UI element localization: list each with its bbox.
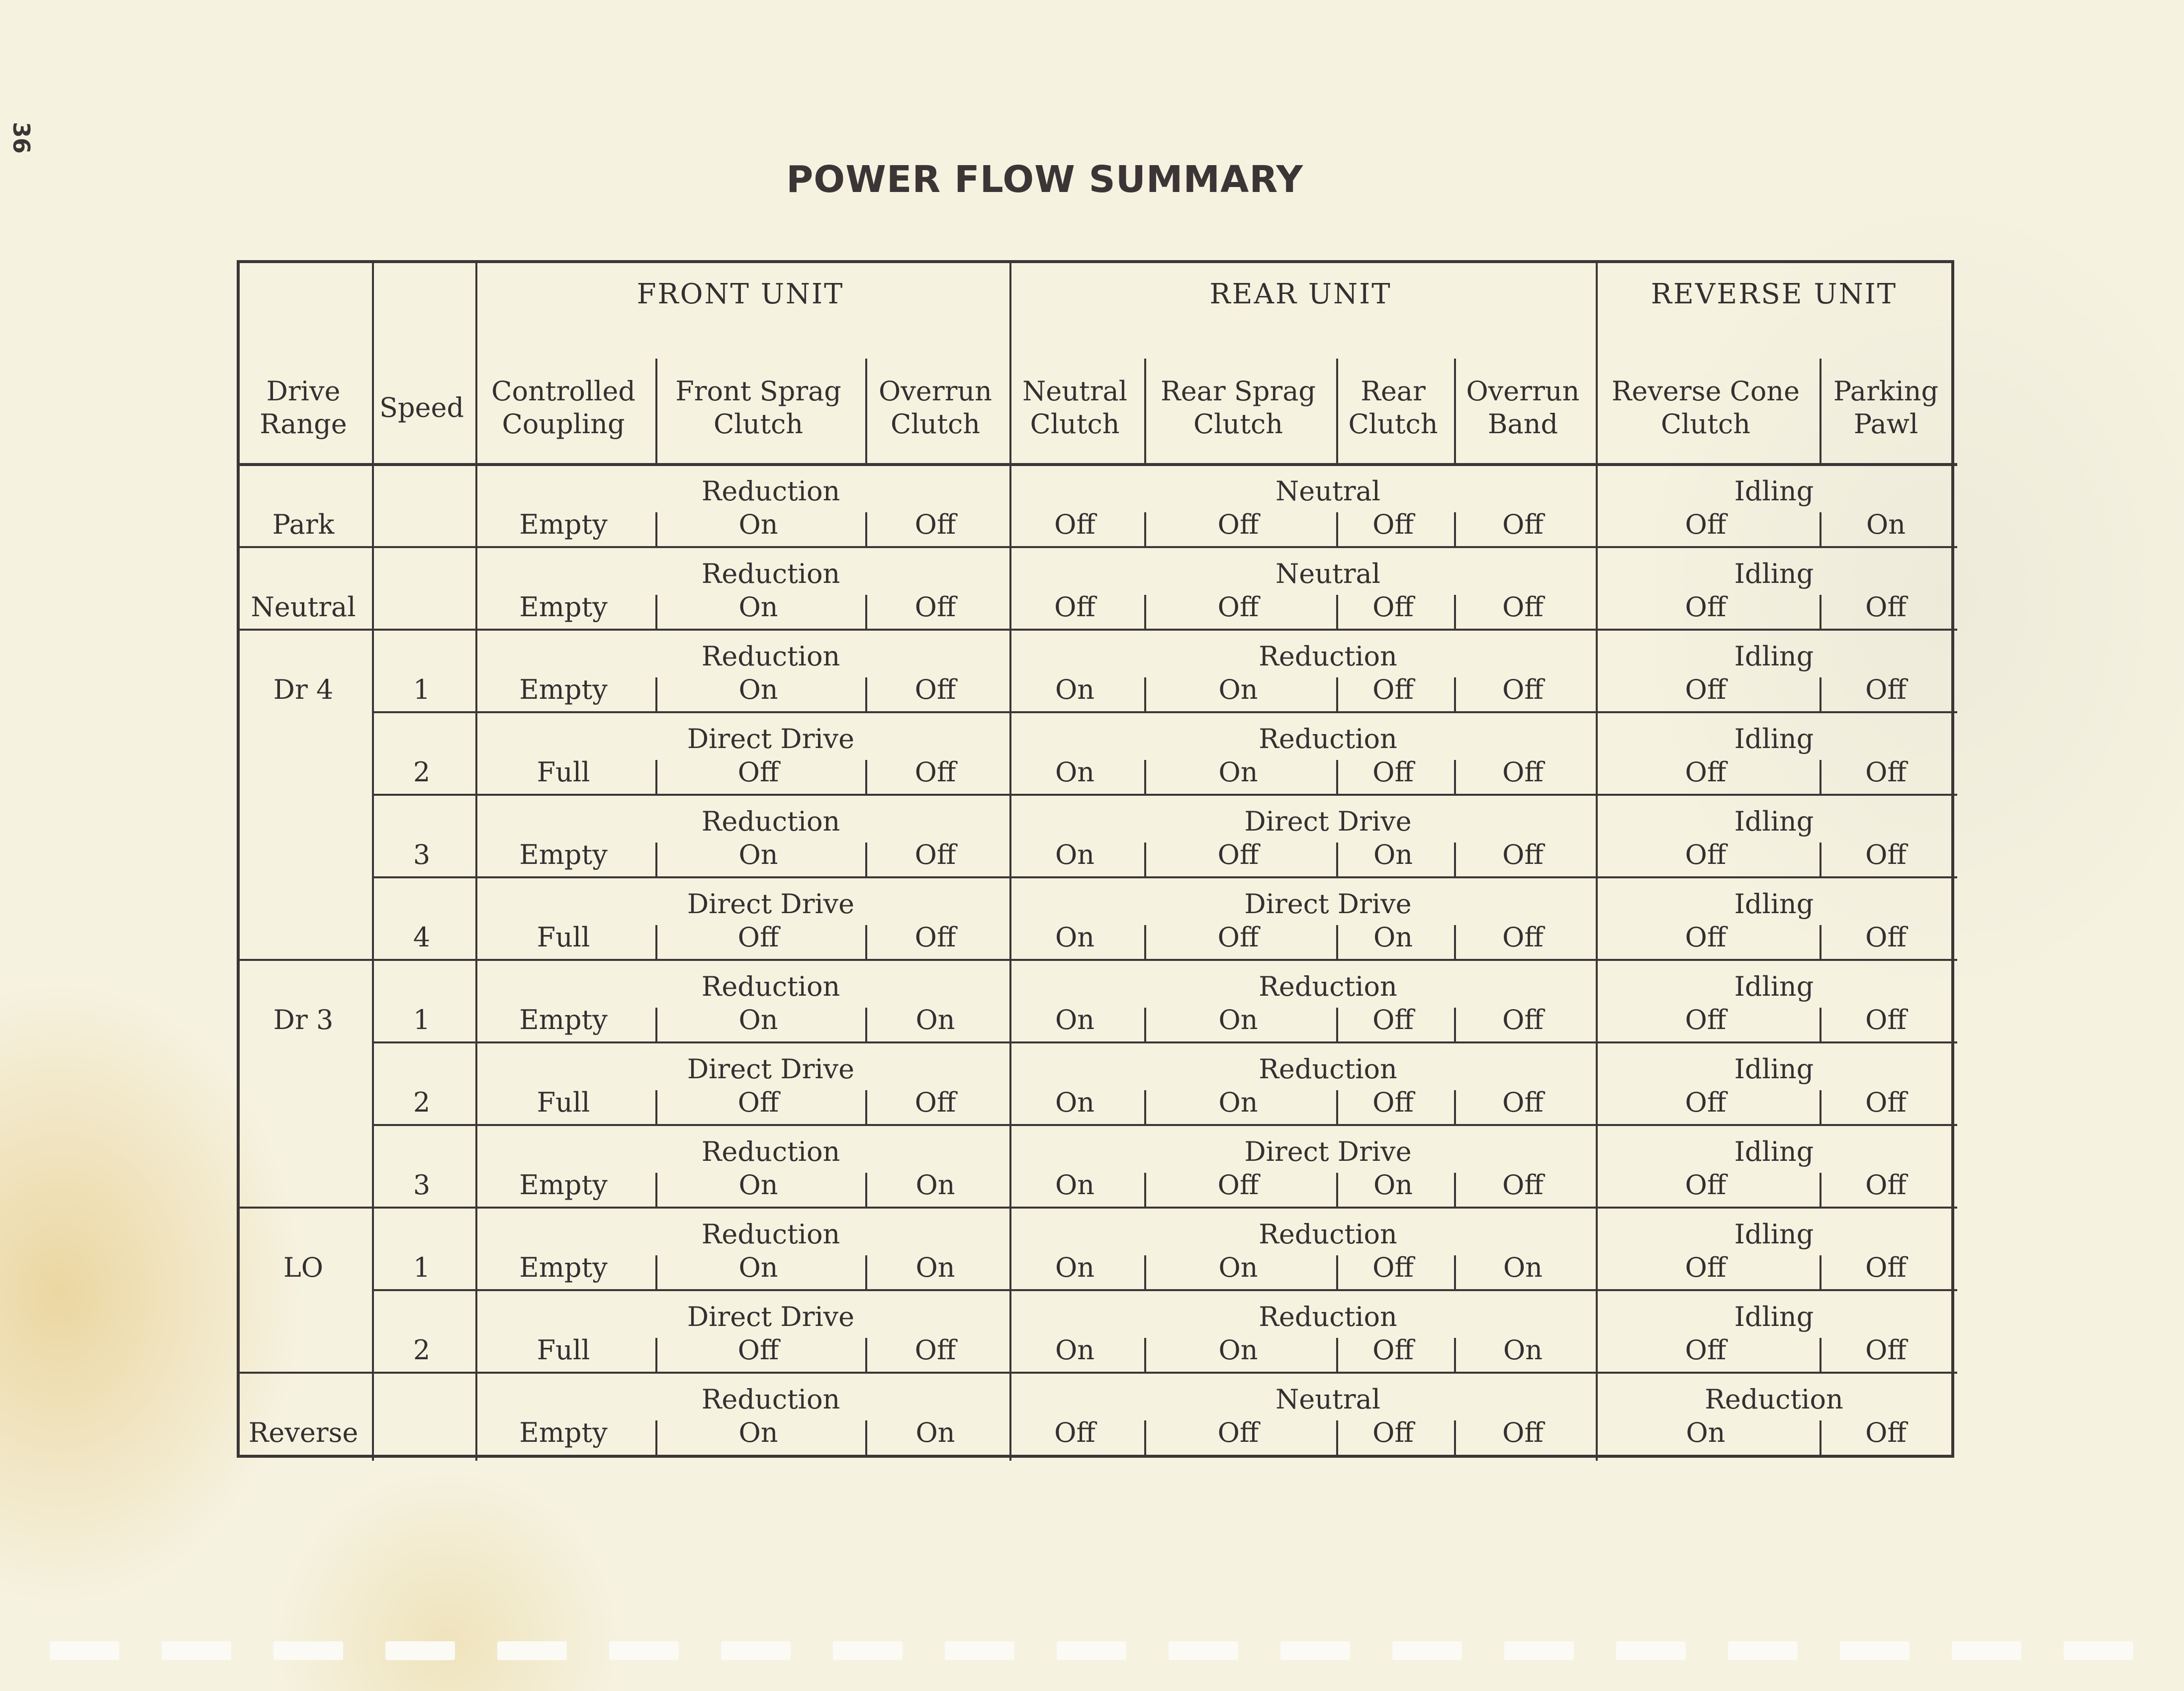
row-separator [373, 794, 1957, 796]
cell-front-sprag-clutch: On [738, 1417, 778, 1448]
cell-front-sprag-clutch: On [738, 839, 778, 870]
reverse-unit-state: Idling [1734, 888, 1814, 920]
binding-hole [385, 1641, 455, 1660]
front-unit-state: Reduction [701, 806, 840, 837]
front-unit-state: Reduction [701, 475, 840, 507]
cell-overrun-band: On [1503, 1334, 1543, 1366]
cell-overrun-clutch: On [915, 1417, 955, 1448]
column-header-front-sprag-clutch: Clutch [713, 408, 804, 440]
front-unit-state: Reduction [701, 1384, 840, 1415]
cell-overrun-clutch: Off [914, 591, 956, 623]
speed-cell: 3 [413, 839, 431, 870]
reverse-unit-state: Idling [1734, 1301, 1814, 1332]
cell-overrun-clutch: Off [914, 1087, 956, 1118]
front-unit-state: Reduction [701, 558, 840, 589]
cell-reverse-cone-clutch: On [1686, 1417, 1726, 1448]
cell-reverse-cone-clutch: Off [1685, 1087, 1727, 1118]
cell-rear-sprag-clutch: Off [1217, 591, 1259, 623]
cell-parking-pawl: Off [1865, 1417, 1907, 1448]
binding-hole [1504, 1641, 1574, 1660]
speed-cell: 4 [413, 922, 431, 953]
cell-controlled-coupling: Empty [519, 1252, 608, 1283]
cell-rear-sprag-clutch: On [1218, 674, 1258, 705]
binding-hole [1057, 1641, 1126, 1660]
cell-overrun-clutch: On [915, 1169, 955, 1201]
cell-overrun-band: Off [1502, 922, 1544, 953]
column-header-neutral-clutch: Neutral [1022, 376, 1127, 407]
row-separator [373, 876, 1957, 878]
cell-neutral-clutch: On [1055, 1252, 1095, 1283]
cell-rear-clutch: Off [1372, 1004, 1414, 1035]
speed-cell: 2 [413, 1334, 431, 1366]
cell-rear-sprag-clutch: Off [1217, 839, 1259, 870]
column-header-overrun-band: Overrun [1466, 376, 1580, 407]
cell-rear-sprag-clutch: On [1218, 1252, 1258, 1283]
cell-overrun-band: Off [1502, 1004, 1544, 1035]
cell-neutral-clutch: Off [1054, 509, 1095, 540]
binding-hole [497, 1641, 567, 1660]
speed-cell: 1 [413, 1004, 431, 1035]
reverse-unit-state: Idling [1734, 806, 1814, 837]
column-header-overrun-clutch: Clutch [890, 408, 981, 440]
cell-rear-clutch: Off [1372, 1417, 1414, 1448]
rear-unit-state: Neutral [1275, 558, 1380, 589]
cell-rear-clutch: Off [1372, 509, 1414, 540]
cell-front-sprag-clutch: Off [737, 1087, 779, 1118]
front-unit-state: Reduction [701, 1219, 840, 1250]
cell-neutral-clutch: Off [1054, 1417, 1095, 1448]
cell-overrun-band: Off [1502, 1087, 1544, 1118]
cell-overrun-band: On [1503, 1252, 1543, 1283]
binding-hole [1280, 1641, 1350, 1660]
rear-unit-state: Reduction [1259, 1053, 1397, 1085]
page-title: POWER FLOW SUMMARY [786, 158, 1303, 201]
cell-parking-pawl: Off [1865, 922, 1907, 953]
cell-front-sprag-clutch: On [738, 674, 778, 705]
rear-unit-state: Direct Drive [1244, 888, 1412, 920]
cell-rear-clutch: Off [1372, 1334, 1414, 1366]
cell-reverse-cone-clutch: Off [1685, 1252, 1727, 1283]
reverse-unit-state: Idling [1734, 475, 1814, 507]
drive-range-cell: Park [272, 509, 335, 540]
column-header-overrun-clutch: Overrun [879, 376, 992, 407]
cell-controlled-coupling: Empty [519, 839, 608, 870]
front-unit-state: Reduction [701, 641, 840, 672]
cell-reverse-cone-clutch: Off [1685, 839, 1727, 870]
cell-rear-sprag-clutch: Off [1217, 1169, 1259, 1201]
cell-neutral-clutch: On [1055, 839, 1095, 870]
cell-controlled-coupling: Full [537, 1334, 590, 1366]
cell-front-sprag-clutch: Off [737, 1334, 779, 1366]
cell-overrun-clutch: Off [914, 756, 956, 788]
cell-rear-clutch: Off [1372, 1252, 1414, 1283]
rear-unit-state: Reduction [1259, 1301, 1397, 1332]
page-number: 36 [8, 122, 35, 154]
front-unit-state: Reduction [701, 971, 840, 1002]
speed-cell: 1 [413, 674, 431, 705]
binding-hole [721, 1641, 791, 1660]
cell-controlled-coupling: Full [537, 922, 590, 953]
binding-hole [609, 1641, 679, 1660]
cell-overrun-band: Off [1502, 591, 1544, 623]
front-unit-state: Direct Drive [687, 1301, 855, 1332]
front-unit-state: Direct Drive [687, 1053, 855, 1085]
column-header-overrun-band: Band [1487, 408, 1558, 440]
cell-controlled-coupling: Empty [519, 1417, 608, 1448]
cell-overrun-clutch: Off [914, 922, 956, 953]
cell-rear-sprag-clutch: Off [1217, 922, 1259, 953]
binding-hole [1728, 1641, 1798, 1660]
cell-parking-pawl: On [1866, 509, 1906, 540]
row-separator [373, 1289, 1957, 1291]
column-header-neutral-clutch: Clutch [1030, 408, 1120, 440]
cell-reverse-cone-clutch: Off [1685, 756, 1727, 788]
row-separator [240, 1372, 1957, 1374]
reverse-unit-state: Idling [1734, 641, 1814, 672]
column-header-reverse-cone-clutch: Clutch [1660, 408, 1751, 440]
cell-controlled-coupling: Empty [519, 509, 608, 540]
cell-parking-pawl: Off [1865, 1169, 1907, 1201]
rear-unit-state: Direct Drive [1244, 1136, 1412, 1167]
cell-reverse-cone-clutch: Off [1685, 1169, 1727, 1201]
cell-reverse-cone-clutch: Off [1685, 922, 1727, 953]
column-header-rear-sprag-clutch: Clutch [1193, 408, 1283, 440]
cell-neutral-clutch: On [1055, 1169, 1095, 1201]
binding-hole [1616, 1641, 1686, 1660]
cell-overrun-band: Off [1502, 674, 1544, 705]
cell-overrun-band: Off [1502, 1417, 1544, 1448]
cell-front-sprag-clutch: On [738, 1252, 778, 1283]
drive-range-cell: Neutral [251, 591, 356, 623]
cell-overrun-band: Off [1502, 1169, 1544, 1201]
reverse-unit-state: Idling [1734, 723, 1814, 754]
binding-hole [273, 1641, 343, 1660]
cell-rear-clutch: Off [1372, 756, 1414, 788]
binding-hole [833, 1641, 903, 1660]
header-rule [240, 463, 1957, 466]
cell-controlled-coupling: Full [537, 756, 590, 788]
reverse-unit-state: Idling [1734, 1053, 1814, 1085]
group-title-reverse: REVERSE UNIT [1650, 278, 1898, 310]
group-title-front: FRONT UNIT [637, 278, 844, 310]
cell-rear-clutch: Off [1372, 1087, 1414, 1118]
cell-rear-sprag-clutch: On [1218, 1004, 1258, 1035]
row-separator [373, 1124, 1957, 1126]
cell-overrun-band: Off [1502, 509, 1544, 540]
front-unit-state: Reduction [701, 1136, 840, 1167]
speed-cell: 2 [413, 756, 431, 788]
row-separator [240, 959, 1957, 961]
reverse-unit-state: Reduction [1705, 1384, 1843, 1415]
rear-unit-state: Direct Drive [1244, 806, 1412, 837]
cell-front-sprag-clutch: On [738, 509, 778, 540]
power-flow-table [237, 260, 1954, 1458]
cell-overrun-band: Off [1502, 839, 1544, 870]
cell-overrun-clutch: On [915, 1004, 955, 1035]
body-divider [372, 465, 374, 1461]
front-unit-state: Direct Drive [687, 888, 855, 920]
column-header-drive-range: Drive [266, 376, 341, 407]
row-separator [240, 546, 1957, 548]
cell-controlled-coupling: Empty [519, 1004, 608, 1035]
cell-controlled-coupling: Full [537, 1087, 590, 1118]
rear-unit-state: Neutral [1275, 475, 1380, 507]
cell-front-sprag-clutch: On [738, 1169, 778, 1201]
binding-hole [945, 1641, 1014, 1660]
cell-overrun-clutch: On [915, 1252, 955, 1283]
column-header-rear-clutch: Clutch [1348, 408, 1438, 440]
rear-unit-state: Reduction [1259, 723, 1397, 754]
cell-neutral-clutch: On [1055, 674, 1095, 705]
cell-rear-sprag-clutch: Off [1217, 509, 1259, 540]
column-header-rear-sprag-clutch: Rear Sprag [1161, 376, 1316, 407]
binding-hole [1840, 1641, 1910, 1660]
cell-controlled-coupling: Empty [519, 591, 608, 623]
binding-hole [162, 1641, 231, 1660]
cell-front-sprag-clutch: On [738, 1004, 778, 1035]
cell-rear-sprag-clutch: On [1218, 756, 1258, 788]
cell-rear-clutch: On [1373, 1169, 1413, 1201]
cell-neutral-clutch: On [1055, 922, 1095, 953]
cell-neutral-clutch: On [1055, 1004, 1095, 1035]
row-separator [373, 1041, 1957, 1043]
cell-overrun-clutch: Off [914, 674, 956, 705]
cell-parking-pawl: Off [1865, 1087, 1907, 1118]
header-divider [372, 263, 374, 465]
cell-reverse-cone-clutch: Off [1685, 509, 1727, 540]
reverse-unit-state: Idling [1734, 558, 1814, 589]
row-separator [240, 629, 1957, 631]
binding-hole [1952, 1641, 2021, 1660]
cell-rear-clutch: Off [1372, 674, 1414, 705]
rear-unit-state: Neutral [1275, 1384, 1380, 1415]
cell-neutral-clutch: Off [1054, 591, 1095, 623]
cell-rear-clutch: On [1373, 922, 1413, 953]
cell-parking-pawl: Off [1865, 674, 1907, 705]
cell-front-sprag-clutch: On [738, 591, 778, 623]
cell-rear-clutch: Off [1372, 591, 1414, 623]
column-header-controlled-coupling: Coupling [502, 408, 625, 440]
cell-controlled-coupling: Empty [519, 674, 608, 705]
drive-range-cell: Dr 4 [273, 674, 334, 705]
cell-overrun-clutch: Off [914, 1334, 956, 1366]
cell-rear-sprag-clutch: On [1218, 1334, 1258, 1366]
cell-rear-sprag-clutch: Off [1217, 1417, 1259, 1448]
row-separator [373, 711, 1957, 713]
cell-neutral-clutch: On [1055, 1334, 1095, 1366]
cell-overrun-clutch: Off [914, 509, 956, 540]
column-header-front-sprag-clutch: Front Sprag [675, 376, 841, 407]
cell-rear-clutch: On [1373, 839, 1413, 870]
reverse-unit-state: Idling [1734, 1136, 1814, 1167]
column-header-parking-pawl: Parking [1833, 376, 1939, 407]
drive-range-cell: LO [283, 1252, 324, 1283]
row-separator [240, 1207, 1957, 1209]
rear-unit-state: Reduction [1259, 641, 1397, 672]
column-header-controlled-coupling: Controlled [491, 376, 636, 407]
cell-reverse-cone-clutch: Off [1685, 674, 1727, 705]
cell-parking-pawl: Off [1865, 756, 1907, 788]
cell-parking-pawl: Off [1865, 839, 1907, 870]
cell-neutral-clutch: On [1055, 1087, 1095, 1118]
cell-parking-pawl: Off [1865, 1004, 1907, 1035]
cell-front-sprag-clutch: Off [737, 922, 779, 953]
cell-overrun-band: Off [1502, 756, 1544, 788]
cell-rear-sprag-clutch: On [1218, 1087, 1258, 1118]
column-header-speed: Speed [379, 392, 464, 423]
speed-cell: 2 [413, 1087, 431, 1118]
drive-range-cell: Dr 3 [273, 1004, 334, 1035]
speed-cell: 1 [413, 1252, 431, 1283]
speed-cell: 3 [413, 1169, 431, 1201]
binding-hole [1169, 1641, 1238, 1660]
cell-neutral-clutch: On [1055, 756, 1095, 788]
cell-parking-pawl: Off [1865, 591, 1907, 623]
rear-unit-state: Reduction [1259, 971, 1397, 1002]
cell-overrun-clutch: Off [914, 839, 956, 870]
group-title-rear: REAR UNIT [1209, 278, 1392, 310]
rear-unit-state: Reduction [1259, 1219, 1397, 1250]
drive-range-cell: Reverse [248, 1417, 359, 1448]
binding-hole [50, 1641, 119, 1660]
cell-reverse-cone-clutch: Off [1685, 1004, 1727, 1035]
cell-reverse-cone-clutch: Off [1685, 591, 1727, 623]
column-header-reverse-cone-clutch: Reverse Cone [1611, 376, 1800, 407]
front-unit-state: Direct Drive [687, 723, 855, 754]
reverse-unit-state: Idling [1734, 971, 1814, 1002]
cell-reverse-cone-clutch: Off [1685, 1334, 1727, 1366]
column-header-parking-pawl: Pawl [1853, 408, 1918, 440]
cell-controlled-coupling: Empty [519, 1169, 608, 1201]
reverse-unit-state: Idling [1734, 1219, 1814, 1250]
binding-hole [1392, 1641, 1462, 1660]
cell-parking-pawl: Off [1865, 1334, 1907, 1366]
binding-hole [2064, 1641, 2133, 1660]
cell-parking-pawl: Off [1865, 1252, 1907, 1283]
column-header-rear-clutch: Rear [1361, 376, 1426, 407]
column-header-drive-range: Range [260, 408, 347, 440]
cell-front-sprag-clutch: Off [737, 756, 779, 788]
